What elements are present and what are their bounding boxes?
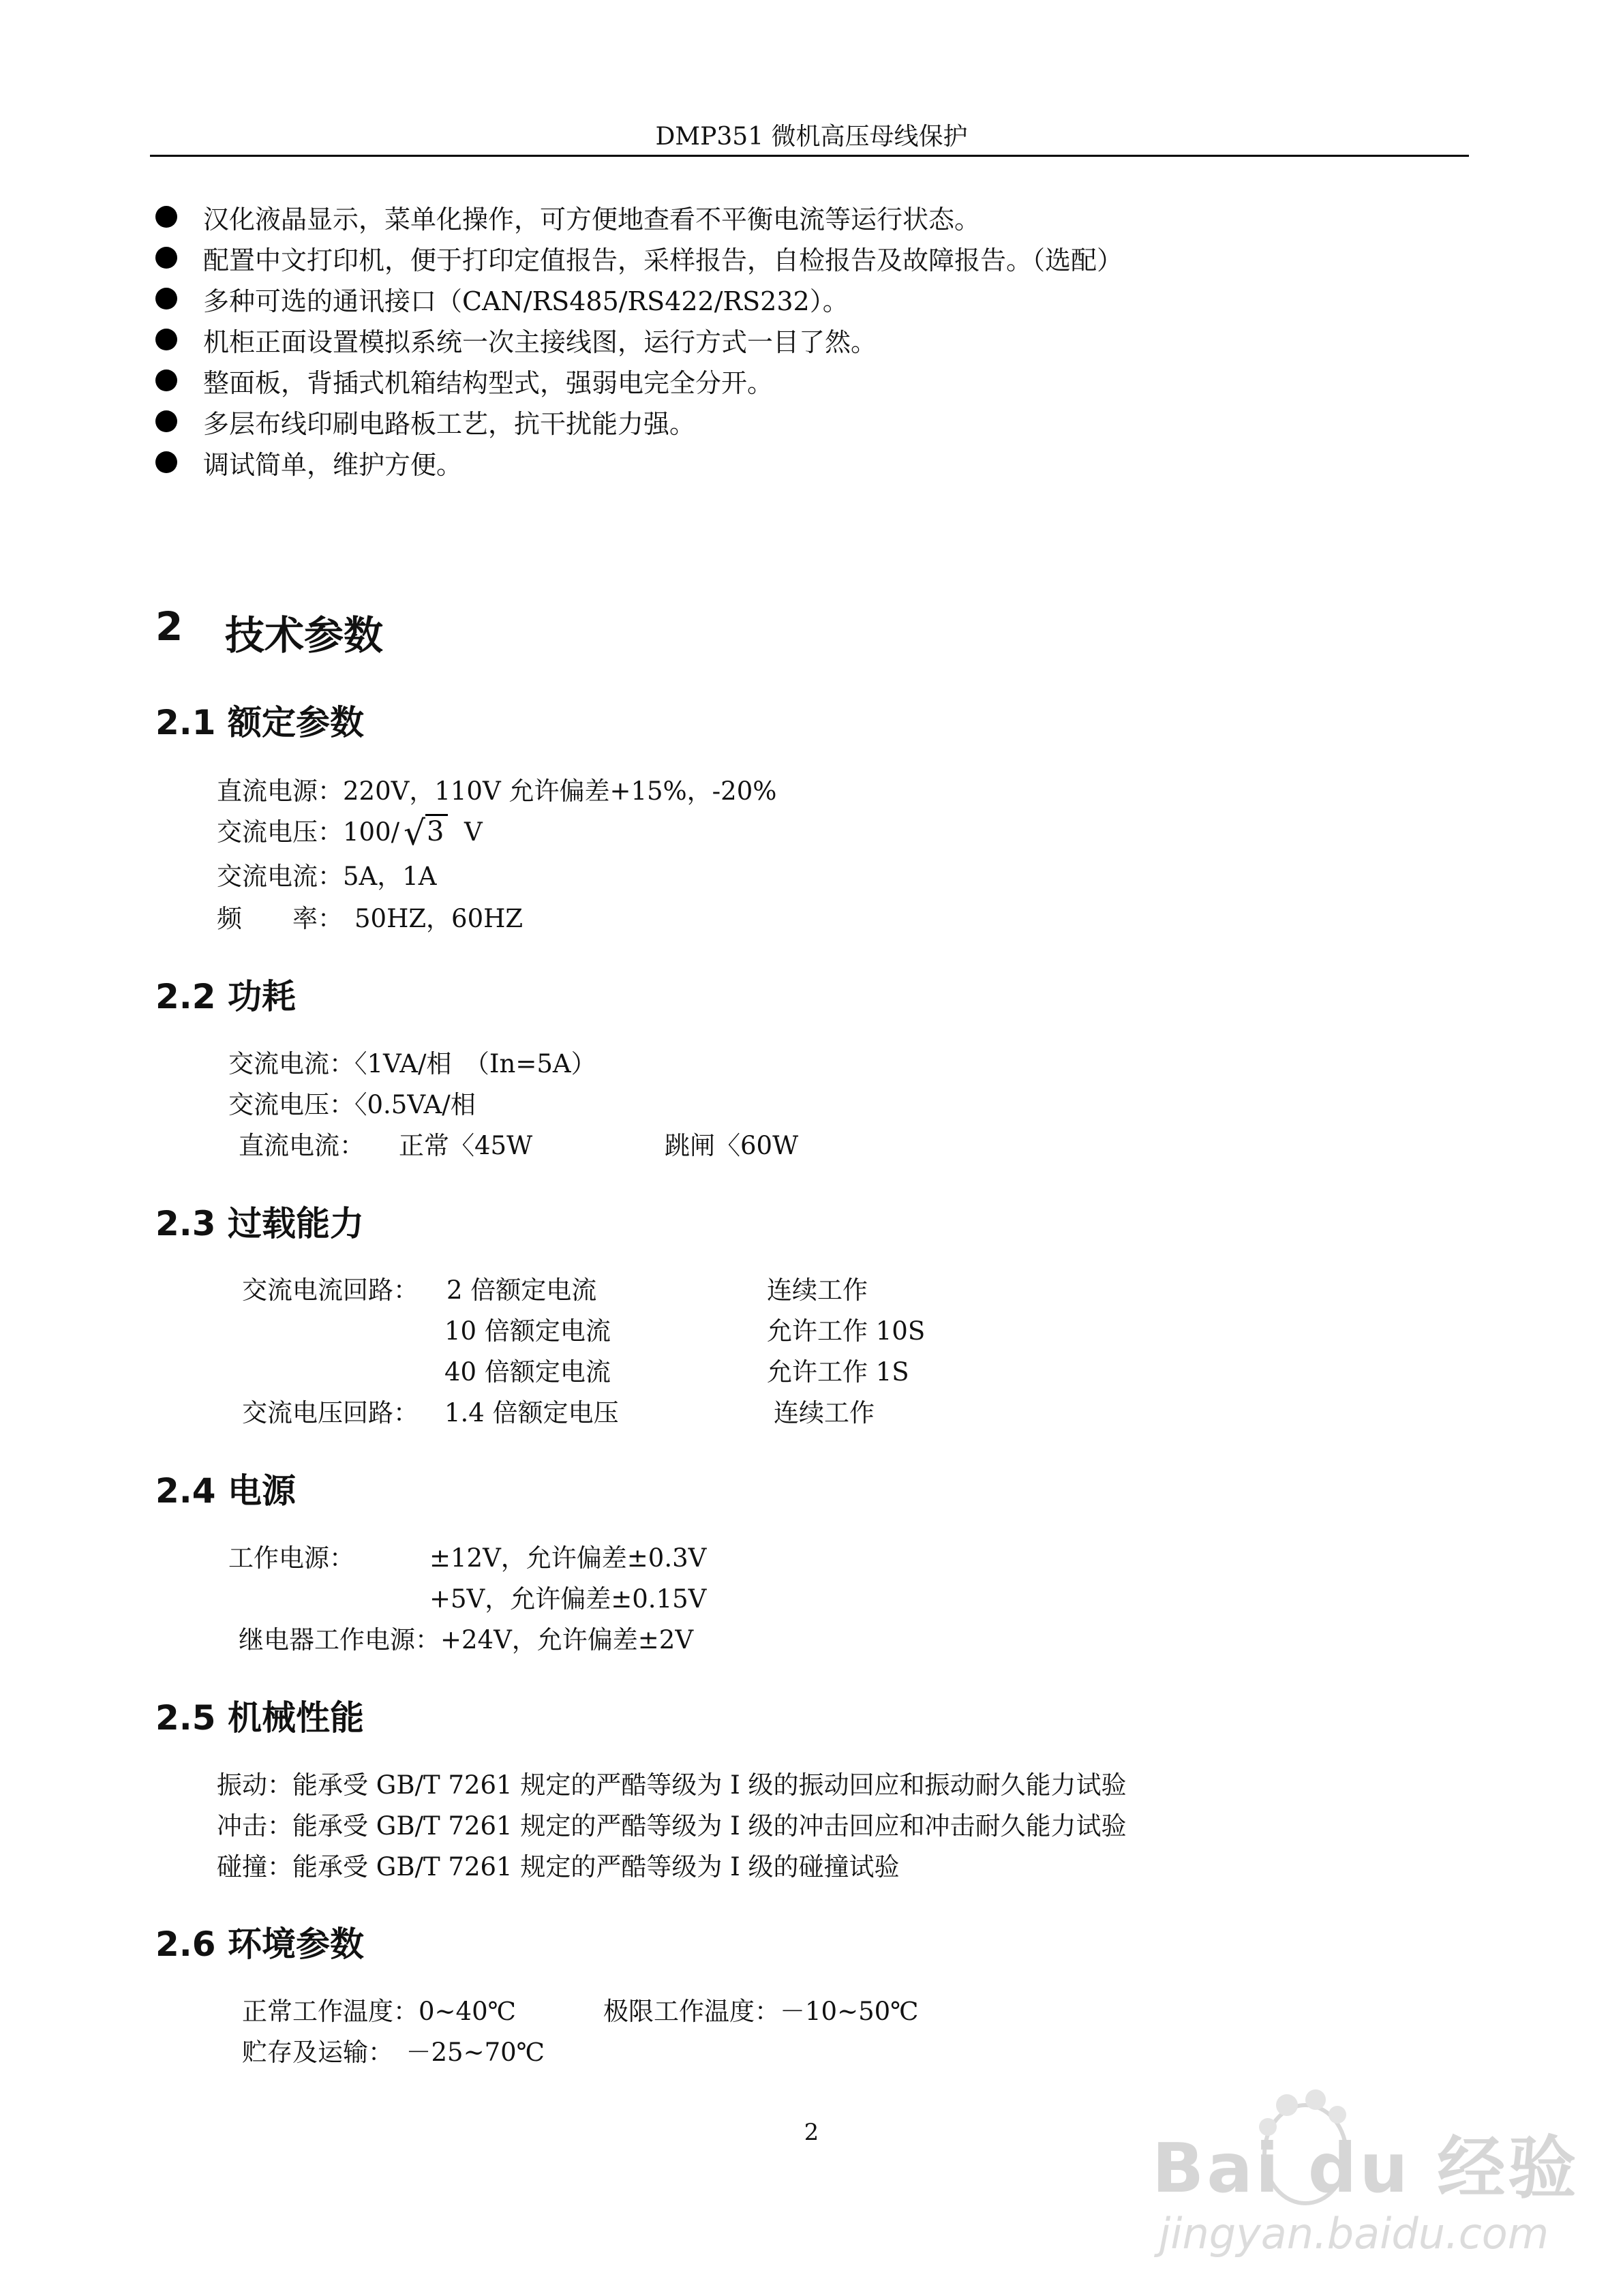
power-dc-trip: 跳闸〈60W <box>665 1131 799 1160</box>
bullet-icon <box>155 410 177 432</box>
heading-2-4: 2.4 电源 <box>155 1471 296 1511</box>
mechanical-bump: 碰撞：能承受 GB/T 7261 规定的严酷等级为 I 级的碰撞试验 <box>217 1852 900 1882</box>
power-ac-voltage: 交流电压：〈0.5VA/相 <box>228 1090 476 1119</box>
watermark-brand: Bai du 经验 <box>1152 2128 1579 2208</box>
ac-current-line: 交流电流：5A，1A <box>217 862 437 891</box>
power-dc-label: 直流电流： <box>239 1131 365 1160</box>
mechanical-vibration: 振动：能承受 GB/T 7261 规定的严酷等级为 I 级的振动回应和振动耐久能力试验 <box>217 1770 1127 1800</box>
overload-rating: 1.4 倍额定电压 <box>444 1398 619 1428</box>
work-power-12v: ±12V，允许偏差±0.3V <box>429 1543 707 1573</box>
bullet-icon <box>155 288 177 309</box>
power-dc-normal: 正常〈45W <box>399 1131 533 1160</box>
bullet-icon <box>155 206 177 228</box>
power-ac-current: 交流电流：〈1VA/相 （In=5A） <box>228 1049 596 1078</box>
mechanical-shock: 冲击：能承受 GB/T 7261 规定的严酷等级为 I 级的冲击回应和冲击耐久能力试验 <box>217 1811 1127 1841</box>
dc-power-line: 直流电源：220V，110V 允许偏差+15%，-20% <box>217 776 777 806</box>
heading-2-6: 2.6 环境参数 <box>155 1924 364 1964</box>
overload-rating: 40 倍额定电流 <box>444 1357 611 1387</box>
list-item: 机柜正面设置模拟系统一次主接线图，运行方式一目了然。 <box>155 319 1123 360</box>
bullet-icon <box>155 329 177 350</box>
frequency-value: 50HZ，60HZ <box>354 904 524 933</box>
overload-status: 连续工作 <box>774 1398 875 1428</box>
sqrt-symbol: √3 <box>404 813 448 853</box>
list-item: 整面板，背插式机箱结构型式，强弱电完全分开。 <box>155 360 1123 401</box>
frequency-label: 频 率： <box>217 904 343 933</box>
storage-temp: 贮存及运输： －25~70℃ <box>242 2038 545 2067</box>
header-rule <box>150 155 1469 157</box>
overload-rating: 2 倍额定电流 <box>446 1275 597 1305</box>
heading-2-5: 2.5 机械性能 <box>155 1698 364 1738</box>
heading-2-1: 2.1 额定参数 <box>155 703 364 742</box>
overload-status: 允许工作 1S <box>767 1357 909 1387</box>
section-number: 2 <box>155 603 183 650</box>
feature-list <box>155 196 1123 483</box>
normal-temp: 正常工作温度：0~40℃ <box>242 1997 517 2026</box>
section-title: 技术参数 <box>225 612 384 659</box>
header-title: DMP351 微机高压母线保护 <box>655 123 968 151</box>
overload-voltage-loop-label: 交流电压回路： <box>242 1398 419 1428</box>
baidu-watermark <box>1145 2072 1581 2277</box>
bullet-icon <box>155 451 177 473</box>
work-power-5v: +5V，允许偏差±0.15V <box>429 1584 707 1614</box>
overload-rating: 10 倍额定电流 <box>444 1316 611 1346</box>
limit-temp: 极限工作温度：－10~50℃ <box>603 1997 919 2026</box>
heading-2-2: 2.2 功耗 <box>155 977 296 1016</box>
list-item: 调试简单，维护方便。 <box>155 442 1123 483</box>
work-power-label: 工作电源： <box>228 1543 354 1573</box>
page-number: 2 <box>804 2119 819 2146</box>
watermark-url: jingyan.baidu.com <box>1159 2209 1549 2259</box>
bullet-icon <box>155 369 177 391</box>
list-item: 多种可选的通讯接口（CAN/RS485/RS422/RS232）。 <box>155 278 1123 319</box>
list-item: 多层布线印刷电路板工艺，抗干扰能力强。 <box>155 401 1123 442</box>
list-item: 汉化液晶显示，菜单化操作，可方便地查看不平衡电流等运行状态。 <box>155 196 1123 237</box>
list-item: 配置中文打印机，便于打印定值报告，采样报告，自检报告及故障报告。（选配） <box>155 237 1123 278</box>
heading-2-3: 2.3 过载能力 <box>155 1204 364 1243</box>
ac-voltage-line: 交流电压：100/ √3 V <box>217 813 483 853</box>
relay-power: 继电器工作电源：+24V，允许偏差±2V <box>239 1625 694 1655</box>
overload-current-loop-label: 交流电流回路： <box>242 1275 419 1305</box>
overload-status: 连续工作 <box>767 1275 868 1305</box>
overload-status: 允许工作 10S <box>767 1316 926 1346</box>
bullet-icon <box>155 247 177 269</box>
